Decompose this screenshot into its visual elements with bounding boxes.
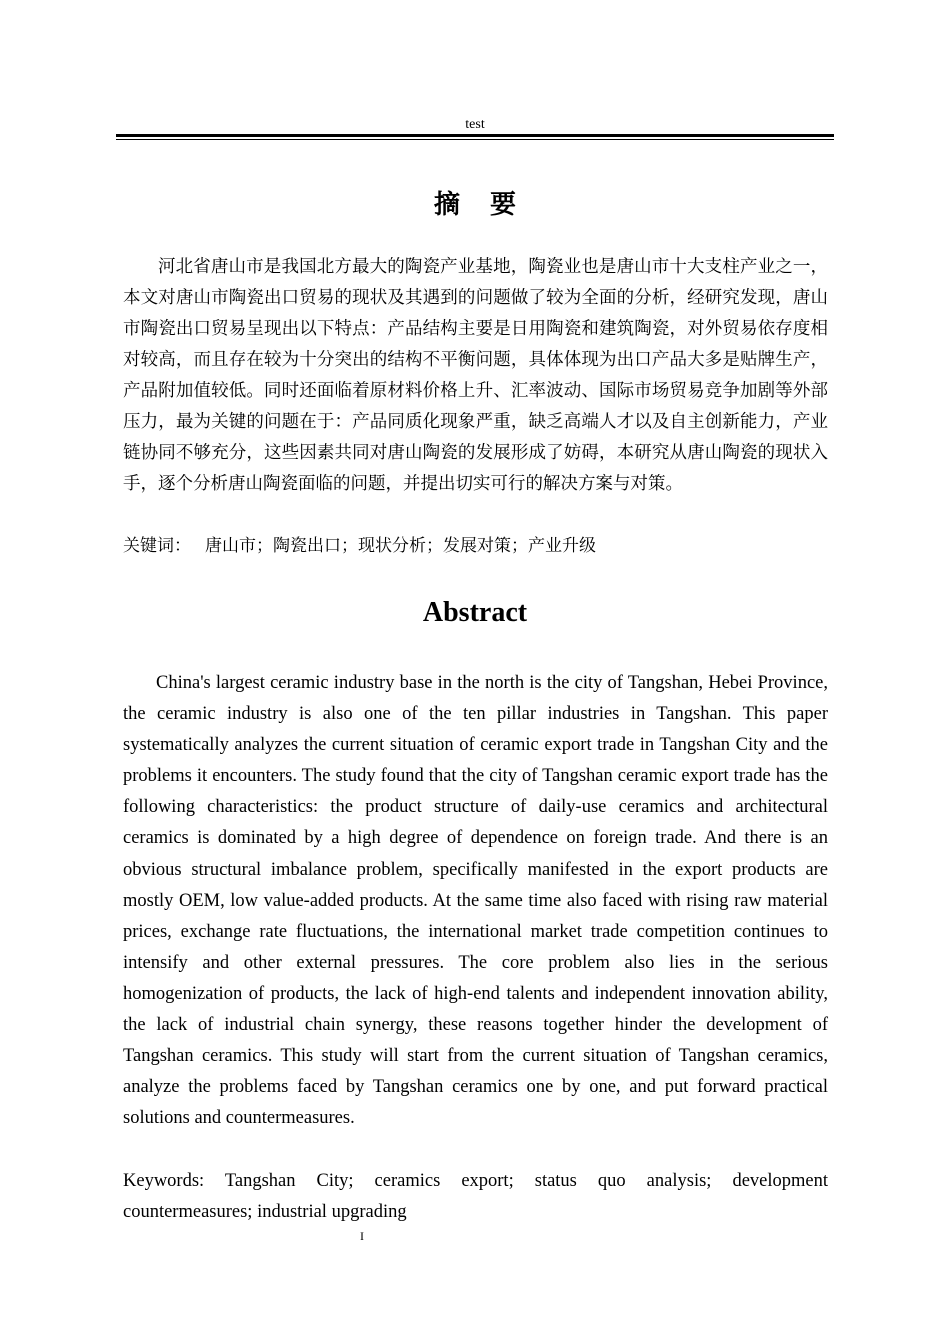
header-rule-thin: [116, 139, 834, 140]
chinese-title-char-2: 要: [490, 190, 517, 220]
chinese-keywords-list: 唐山市；陶瓷出口；现状分析；发展对策；产业升级: [205, 536, 596, 556]
page-number: I: [360, 1229, 364, 1243]
chinese-title-char-1: 摘: [433, 190, 460, 220]
chinese-abstract-title: [0, 188, 950, 222]
chinese-abstract-body: 河北省唐山市是我国北方最大的陶瓷产业基地，陶瓷业也是唐山市十大支柱产业之一，本文对唐山市陶瓷出口贸易的现状及其遇到的问题做了较为全面的分析，经研究发现，唐山市陶瓷出口贸易呈现出以下特点：产品结构主要是日用陶瓷和建筑陶瓷，对外贸易依存度相对较高，而且存在较为十分突出的结构不平衡问题，具体体现为出口产品大多是贴牌生产，产品附加值较低。同时还面临着原材料价格上升、汇率波动、国际市场贸易竞争加剧等外部压力，最为关键的问题在于：产品同质化现象严重，缺乏高端人才以及自主创新能力，产业链协同不够充分，这些因素共同对唐山陶瓷的发展形成了妨碍，本研究从唐山陶瓷的现状入手，逐个分析唐山陶瓷面临的问题，并提出切实可行的解决方案与对策。: [123, 257, 828, 494]
running-header: test: [465, 117, 485, 132]
chinese-keywords: [123, 531, 828, 562]
english-abstract-body: China's largest ceramic industry base in the north is the city of Tangshan, Hebei Province, the ceramic industry is also one of the ten pillar industries in Tangshan. This paper systematically analyzes the current situation of ceramic export trade in Tangshan City and the problems it encounters. The study found that the city of Tangshan ceramic export trade has the following characteristics: the product structure of daily-use ceramics and architectural ceramics is dominated by a high degree of dependence on foreign trade. And there is an obvious structural imbalance problem, specifically manifested in the export products are mostly OEM, low value-added products. At the same time also faced with rising raw material prices, exchange rate fluctuations, the international market trade competition continues to intensify and other external pressures. The core problem also lies in the serious homogenization of products, the lack of high-end talents and independent innovation ability, the lack of industrial chain synergy, these reasons together hinder the development of Tangshan ceramics. This study will start from the current situation of Tangshan ceramics, analyze the problems faced by Tangshan ceramics one by one, and put forward practical solutions and countermeasures.: [123, 673, 828, 1129]
english-keywords: Keywords: Tangshan City; ceramics export; status quo analysis; development countermeasures; industrial upgrading: [123, 1171, 828, 1222]
chinese-keywords-label: 关键词：: [123, 536, 191, 556]
english-abstract-title: Abstract: [422, 597, 528, 628]
header-rule-thick: [116, 134, 834, 137]
